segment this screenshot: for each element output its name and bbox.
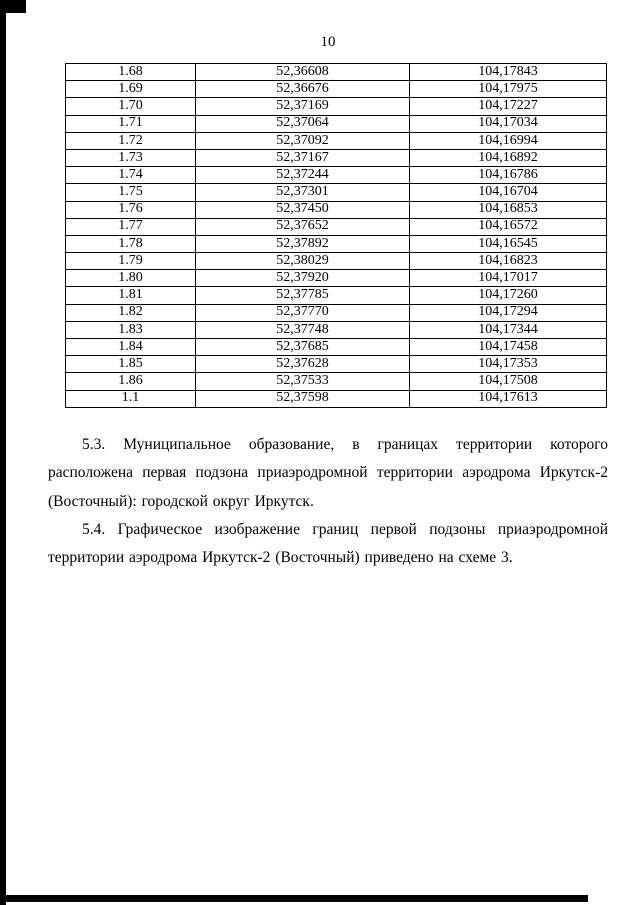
table-cell: 104,17508 <box>410 373 607 390</box>
table-cell: 104,16786 <box>410 167 607 184</box>
table-cell: 52,37685 <box>196 339 410 356</box>
table-cell: 1.84 <box>66 339 196 356</box>
table-row <box>66 321 607 338</box>
table-cell: 1.70 <box>66 98 196 115</box>
table-row <box>66 218 607 235</box>
table-row <box>66 253 607 270</box>
paragraph-5-4: 5.4. Графическое изображение границ первой подзоны приаэродромной территории аэродрома Иркутск-2 (Восточный) приведено на схеме 3. <box>48 520 608 567</box>
table-cell: 1.74 <box>66 167 196 184</box>
table-cell: 1.72 <box>66 132 196 149</box>
paragraph-5-3: 5.3. Муниципальное образование, в границах территории которого расположена первая подзона приаэродромной территории аэродрома Иркутск-2 (Восточный): городской округ Иркутск. <box>48 435 608 510</box>
table-cell: 1.71 <box>66 115 196 132</box>
table-cell: 52,37785 <box>196 287 410 304</box>
table-cell: 52,36676 <box>196 81 410 98</box>
table-cell: 1.81 <box>66 287 196 304</box>
table-row <box>66 64 607 81</box>
coordinates-table <box>65 63 607 408</box>
table-cell: 52,37092 <box>196 132 410 149</box>
table-cell: 104,17017 <box>410 270 607 287</box>
table-cell: 104,16572 <box>410 218 607 235</box>
coordinates-table-body <box>66 64 607 408</box>
table-row <box>66 149 607 166</box>
table-row <box>66 356 607 373</box>
table-cell: 52,37598 <box>196 390 410 407</box>
table-cell: 52,37533 <box>196 373 410 390</box>
table-row <box>66 132 607 149</box>
table-cell: 104,17353 <box>410 356 607 373</box>
table-cell: 1.82 <box>66 304 196 321</box>
table-row <box>66 373 607 390</box>
table-cell: 52,36608 <box>196 64 410 81</box>
table-row <box>66 184 607 201</box>
table-cell: 52,37450 <box>196 201 410 218</box>
table-cell: 1.1 <box>66 390 196 407</box>
table-cell: 104,16853 <box>410 201 607 218</box>
table-cell: 52,37167 <box>196 149 410 166</box>
table-row <box>66 201 607 218</box>
table-row <box>66 115 607 132</box>
body-text <box>48 431 608 573</box>
scan-artifact-left-bar <box>0 0 6 905</box>
table-cell: 1.68 <box>66 64 196 81</box>
table-cell: 104,17260 <box>410 287 607 304</box>
table-row <box>66 98 607 115</box>
table-row <box>66 339 607 356</box>
table-cell: 52,37628 <box>196 356 410 373</box>
page-number: 10 <box>320 34 336 50</box>
table-cell: 104,16823 <box>410 253 607 270</box>
page-content <box>48 0 608 573</box>
table-cell: 1.80 <box>66 270 196 287</box>
table-cell: 52,37770 <box>196 304 410 321</box>
table-row <box>66 235 607 252</box>
table-cell: 1.79 <box>66 253 196 270</box>
table-row <box>66 304 607 321</box>
table-cell: 52,37244 <box>196 167 410 184</box>
scan-artifact-top-left-corner <box>0 0 26 13</box>
table-cell: 104,17227 <box>410 98 607 115</box>
table-cell: 1.78 <box>66 235 196 252</box>
table-cell: 104,17613 <box>410 390 607 407</box>
table-cell: 104,17843 <box>410 64 607 81</box>
table-cell: 52,37652 <box>196 218 410 235</box>
table-row <box>66 287 607 304</box>
table-row <box>66 270 607 287</box>
table-cell: 1.83 <box>66 321 196 338</box>
table-row <box>66 167 607 184</box>
table-cell: 1.76 <box>66 201 196 218</box>
table-cell: 104,16545 <box>410 235 607 252</box>
table-cell: 1.77 <box>66 218 196 235</box>
table-cell: 104,17034 <box>410 115 607 132</box>
table-cell: 1.85 <box>66 356 196 373</box>
table-cell: 52,37748 <box>196 321 410 338</box>
table-cell: 52,37892 <box>196 235 410 252</box>
table-cell: 52,38029 <box>196 253 410 270</box>
table-cell: 52,37301 <box>196 184 410 201</box>
table-cell: 104,17344 <box>410 321 607 338</box>
table-cell: 1.86 <box>66 373 196 390</box>
table-cell: 104,17458 <box>410 339 607 356</box>
table-row <box>66 81 607 98</box>
table-cell: 52,37064 <box>196 115 410 132</box>
table-cell: 104,17975 <box>410 81 607 98</box>
table-cell: 104,16704 <box>410 184 607 201</box>
table-cell: 104,16892 <box>410 149 607 166</box>
table-cell: 1.73 <box>66 149 196 166</box>
scan-artifact-bottom-bar <box>0 895 588 902</box>
table-cell: 1.75 <box>66 184 196 201</box>
table-cell: 52,37169 <box>196 98 410 115</box>
table-cell: 1.69 <box>66 81 196 98</box>
table-row <box>66 390 607 407</box>
table-cell: 104,16994 <box>410 132 607 149</box>
table-cell: 52,37920 <box>196 270 410 287</box>
table-cell: 104,17294 <box>410 304 607 321</box>
